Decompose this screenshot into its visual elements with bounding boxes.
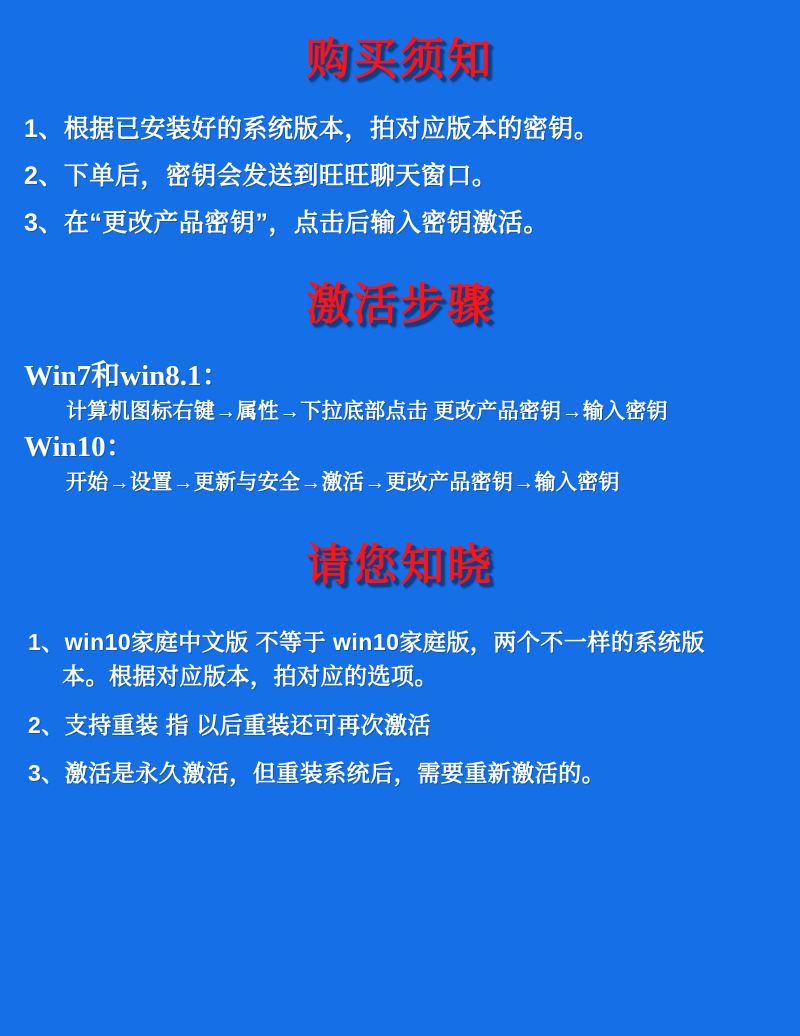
please-note-item: 3、激活是永久激活，但重装系统后，需要重新激活的。 (28, 760, 606, 787)
please-note-item: 2、支持重装 指 以后重装还可再次激活 (28, 711, 432, 738)
please-note-heading: 请您知晓 (306, 541, 494, 591)
activation-step-path-win10: 开始→设置→更新与安全→激活→更改产品密钥→输入密钥 (66, 469, 620, 494)
purchase-notice-item: 1、根据已安装好的系统版本，拍对应版本的密钥。 (24, 115, 600, 144)
purchase-notice-heading: 购买须知 (306, 35, 494, 84)
purchase-notice-item: 3、在“更改产品密钥”，点击后输入密钥激活。 (24, 208, 549, 237)
please-note-item-continuation: 本。根据对应版本，拍对应的选项。 (62, 663, 438, 690)
activation-steps-block (20, 357, 780, 498)
promo-page (0, 36, 800, 1036)
activation-step-title-win10: Win10： (24, 430, 135, 463)
purchase-notice-item: 2、下单后，密钥会发送到旺旺聊天窗口。 (24, 162, 498, 191)
activation-step-title-win7-win81: Win7和win8.1： (24, 360, 231, 393)
please-note-item: 1、win10家庭中文版 不等于 win10家庭版，两个不一样的系统版 (28, 628, 705, 655)
purchase-notice-list (20, 110, 780, 242)
activation-step-path-win7-win81: 计算机图标右键→属性→下拉底部点击 更改产品密钥→输入密钥 (66, 399, 668, 424)
activation-steps-heading: 激活步骤 (306, 279, 494, 329)
please-note-list (20, 625, 780, 791)
